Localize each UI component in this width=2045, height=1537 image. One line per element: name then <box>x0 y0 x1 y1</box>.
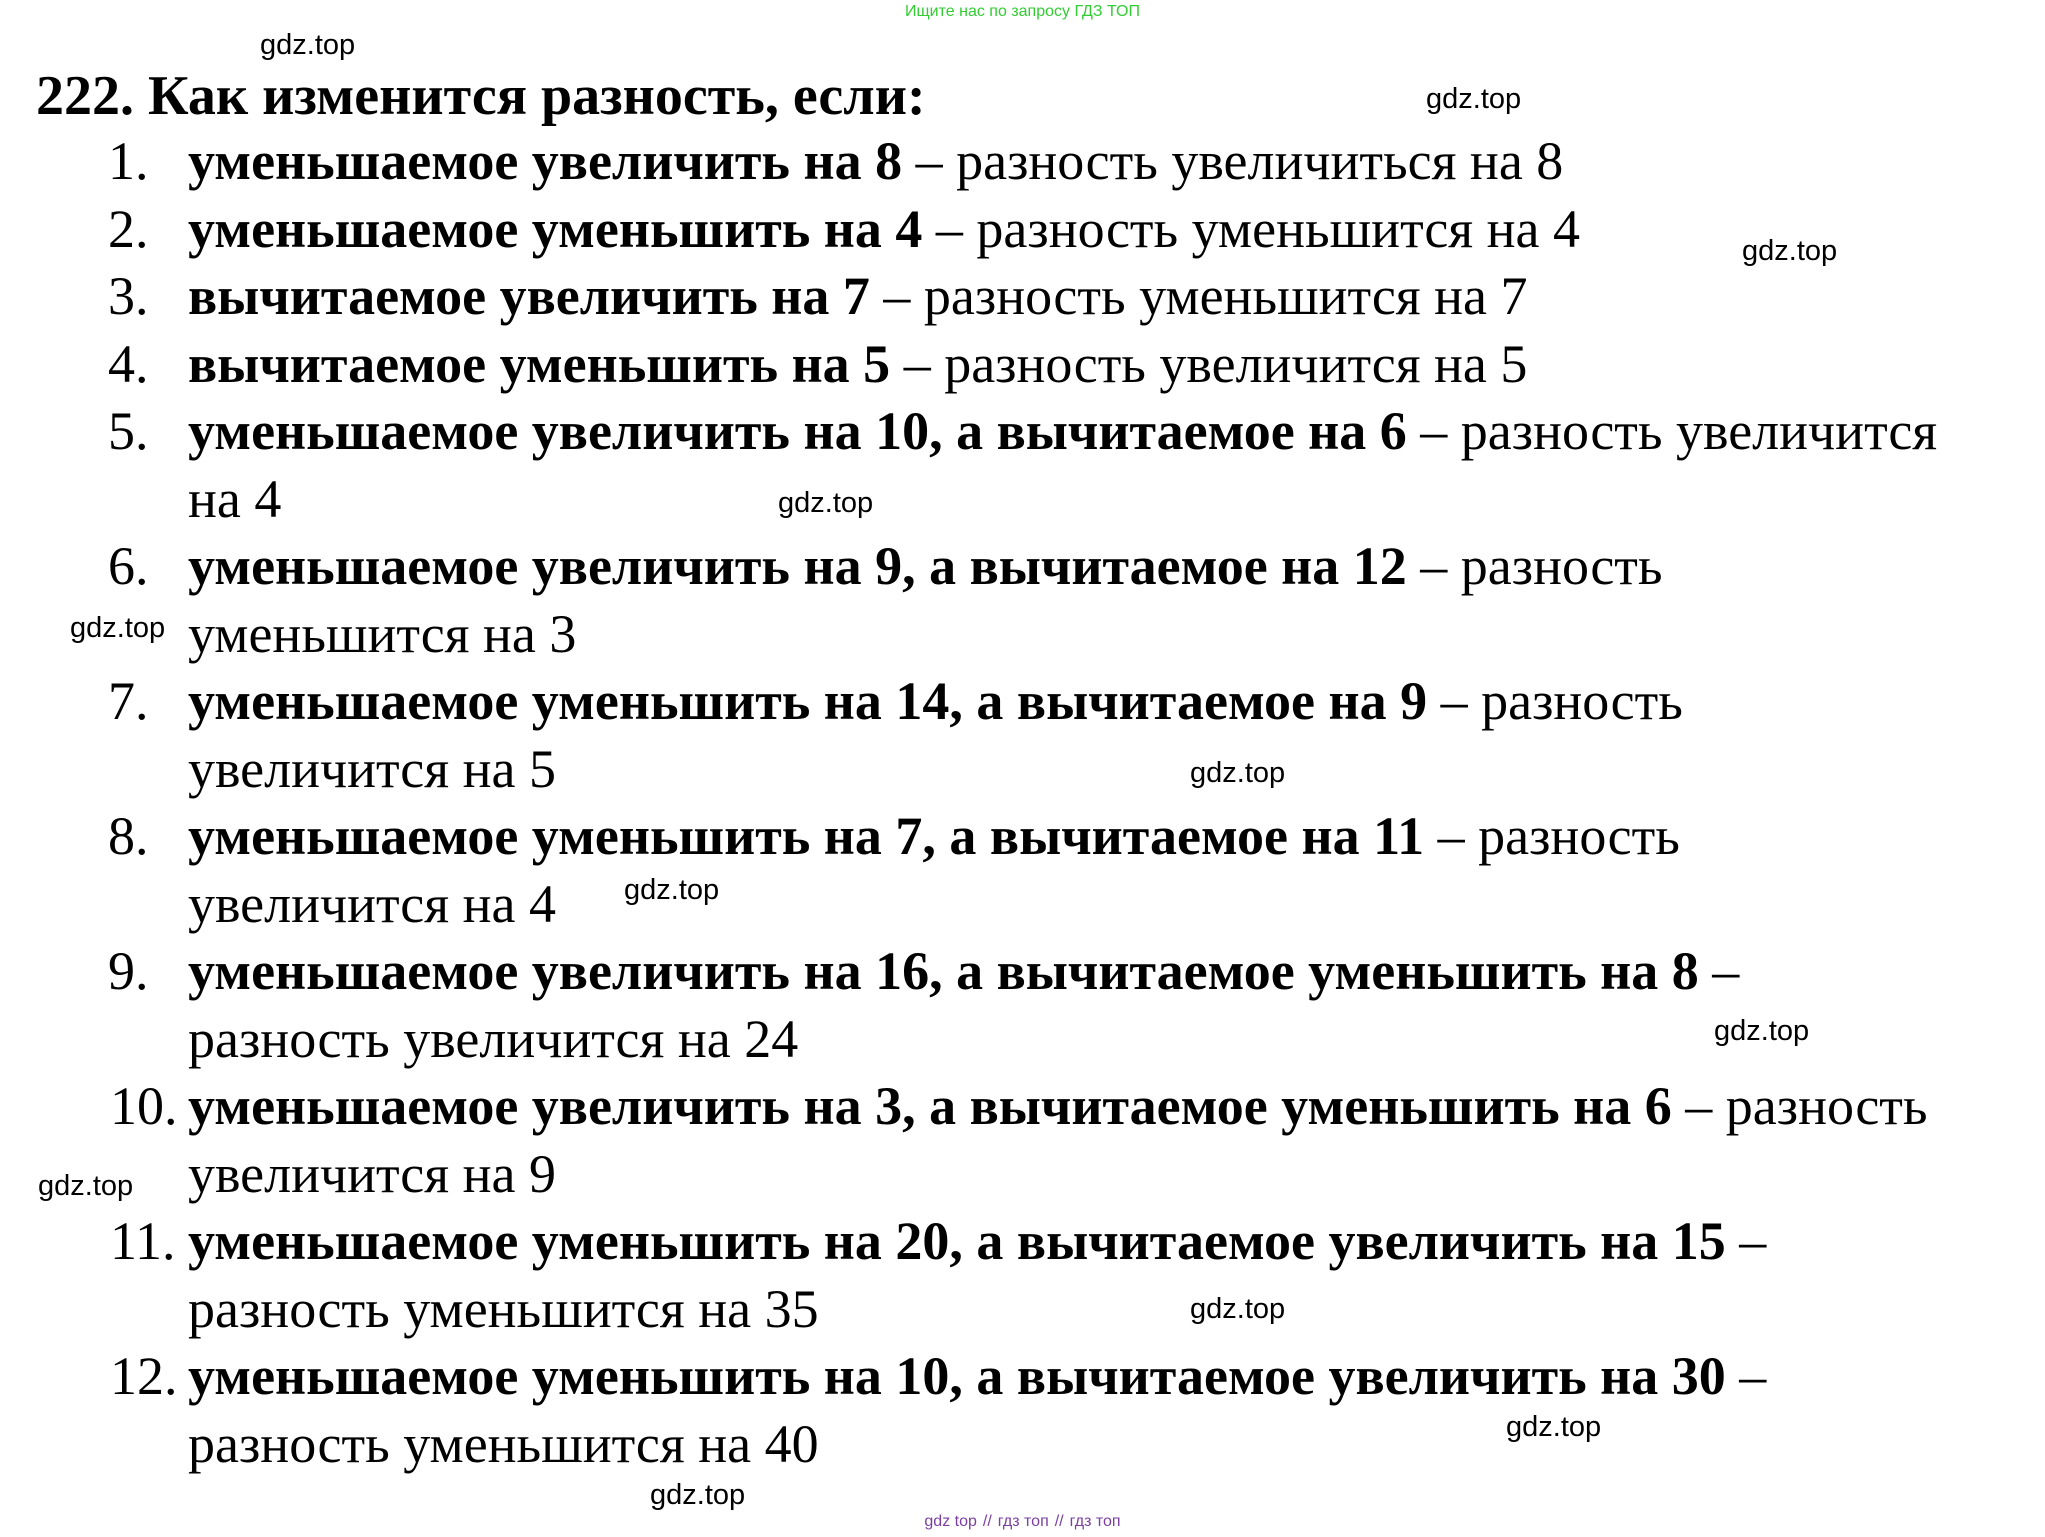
item-answer: – разность увеличится на 5 <box>188 671 1683 799</box>
item-question: уменьшаемое уменьшить на 10, а вычитаемое увеличить на 30 <box>188 1346 1726 1406</box>
item-question: уменьшаемое увеличить на 3, а вычитаемое уменьшить на 6 <box>188 1076 1672 1136</box>
item-answer: – разность уменьшится на 7 <box>869 266 1528 326</box>
footer-link[interactable]: gdz top <box>924 1513 977 1530</box>
watermark: gdz.top <box>38 1170 134 1202</box>
list-item <box>0 668 1948 803</box>
item-answer: – разность уменьшится на 40 <box>188 1346 1767 1474</box>
item-question: уменьшаемое уменьшить на 20, а вычитаемое увеличить на 15 <box>188 1211 1726 1271</box>
item-question: уменьшаемое уменьшить на 14, а вычитаемое на 9 <box>188 671 1428 731</box>
list-item <box>0 263 1948 331</box>
item-number: 6. <box>108 536 149 596</box>
watermark: gdz.top <box>1426 83 1522 115</box>
item-question: уменьшаемое уменьшить на 4 <box>188 198 923 259</box>
item-answer: – разность увеличится на 4 <box>188 401 1938 529</box>
item-number: 8. <box>108 806 149 866</box>
item-number: 10. <box>110 1076 178 1136</box>
item-number: 1. <box>108 131 149 191</box>
watermark: gdz.top <box>624 874 720 906</box>
list-item <box>0 1073 1948 1208</box>
list-item <box>0 1208 1948 1343</box>
item-answer: – разность увеличится на 5 <box>890 333 1528 394</box>
item-number: 3. <box>108 266 149 326</box>
item-question: уменьшаемое увеличить на 10, а вычитаемое на 6 <box>188 401 1407 461</box>
list-item <box>0 398 1948 533</box>
item-answer: – разность уменьшится на 35 <box>188 1211 1767 1339</box>
list-item <box>0 938 1948 1073</box>
watermark: gdz.top <box>778 487 874 519</box>
watermark: gdz.top <box>70 612 166 644</box>
item-number: 11. <box>110 1211 176 1271</box>
watermark: gdz.top <box>1190 1293 1286 1325</box>
footer-link[interactable]: гдз топ <box>1069 1513 1121 1530</box>
watermark: gdz.top <box>650 1479 746 1511</box>
list-item <box>0 128 1948 196</box>
item-question: вычитаемое увеличить на 7 <box>188 266 870 326</box>
list-item <box>0 196 1948 264</box>
list-item <box>0 533 1948 668</box>
top-banner <box>0 2 2045 22</box>
answer-list <box>0 128 1948 1478</box>
watermark: gdz.top <box>1190 757 1286 789</box>
watermark: gdz.top <box>260 29 356 61</box>
item-answer: – разность уменьшится на 4 <box>922 198 1581 259</box>
list-item <box>0 1343 1948 1478</box>
item-question: уменьшаемое увеличить на 9, а вычитаемое на 12 <box>188 536 1407 596</box>
watermark: gdz.top <box>1742 235 1838 267</box>
item-answer: – разность уменьшится на 3 <box>188 536 1663 664</box>
item-number: 4. <box>108 333 149 394</box>
footer-separator: // <box>982 1513 992 1530</box>
item-number: 9. <box>108 941 149 1001</box>
watermark: gdz.top <box>1714 1015 1810 1047</box>
item-number: 7. <box>108 671 149 731</box>
item-number: 5. <box>108 401 149 461</box>
watermark: gdz.top <box>1506 1411 1602 1443</box>
item-question: уменьшаемое увеличить на 16, а вычитаемое уменьшить на 8 <box>188 941 1699 1001</box>
item-number: 12. <box>110 1346 178 1406</box>
footer-links <box>0 1512 2045 1532</box>
item-answer: – разность увеличится на 9 <box>188 1076 1928 1204</box>
banner-link[interactable]: Ищите нас по запросу ГДЗ ТОП <box>905 3 1140 20</box>
item-answer: – разность увеличиться на 8 <box>902 131 1564 191</box>
item-answer: – разность увеличится на 4 <box>188 806 1680 934</box>
list-item <box>0 331 1948 399</box>
footer-separator: // <box>1054 1513 1064 1530</box>
problem-title: 222. Как изменится разность, если: <box>36 65 926 127</box>
item-question: вычитаемое уменьшить на 5 <box>188 333 891 394</box>
item-question: уменьшаемое увеличить на 8 <box>188 131 903 191</box>
item-number: 2. <box>108 198 149 259</box>
footer-link[interactable]: гдз топ <box>997 1513 1049 1530</box>
item-answer: – разность увеличится на 24 <box>188 941 1740 1069</box>
list-item <box>0 803 1948 938</box>
item-question: уменьшаемое уменьшить на 7, а вычитаемое на 11 <box>188 806 1425 866</box>
